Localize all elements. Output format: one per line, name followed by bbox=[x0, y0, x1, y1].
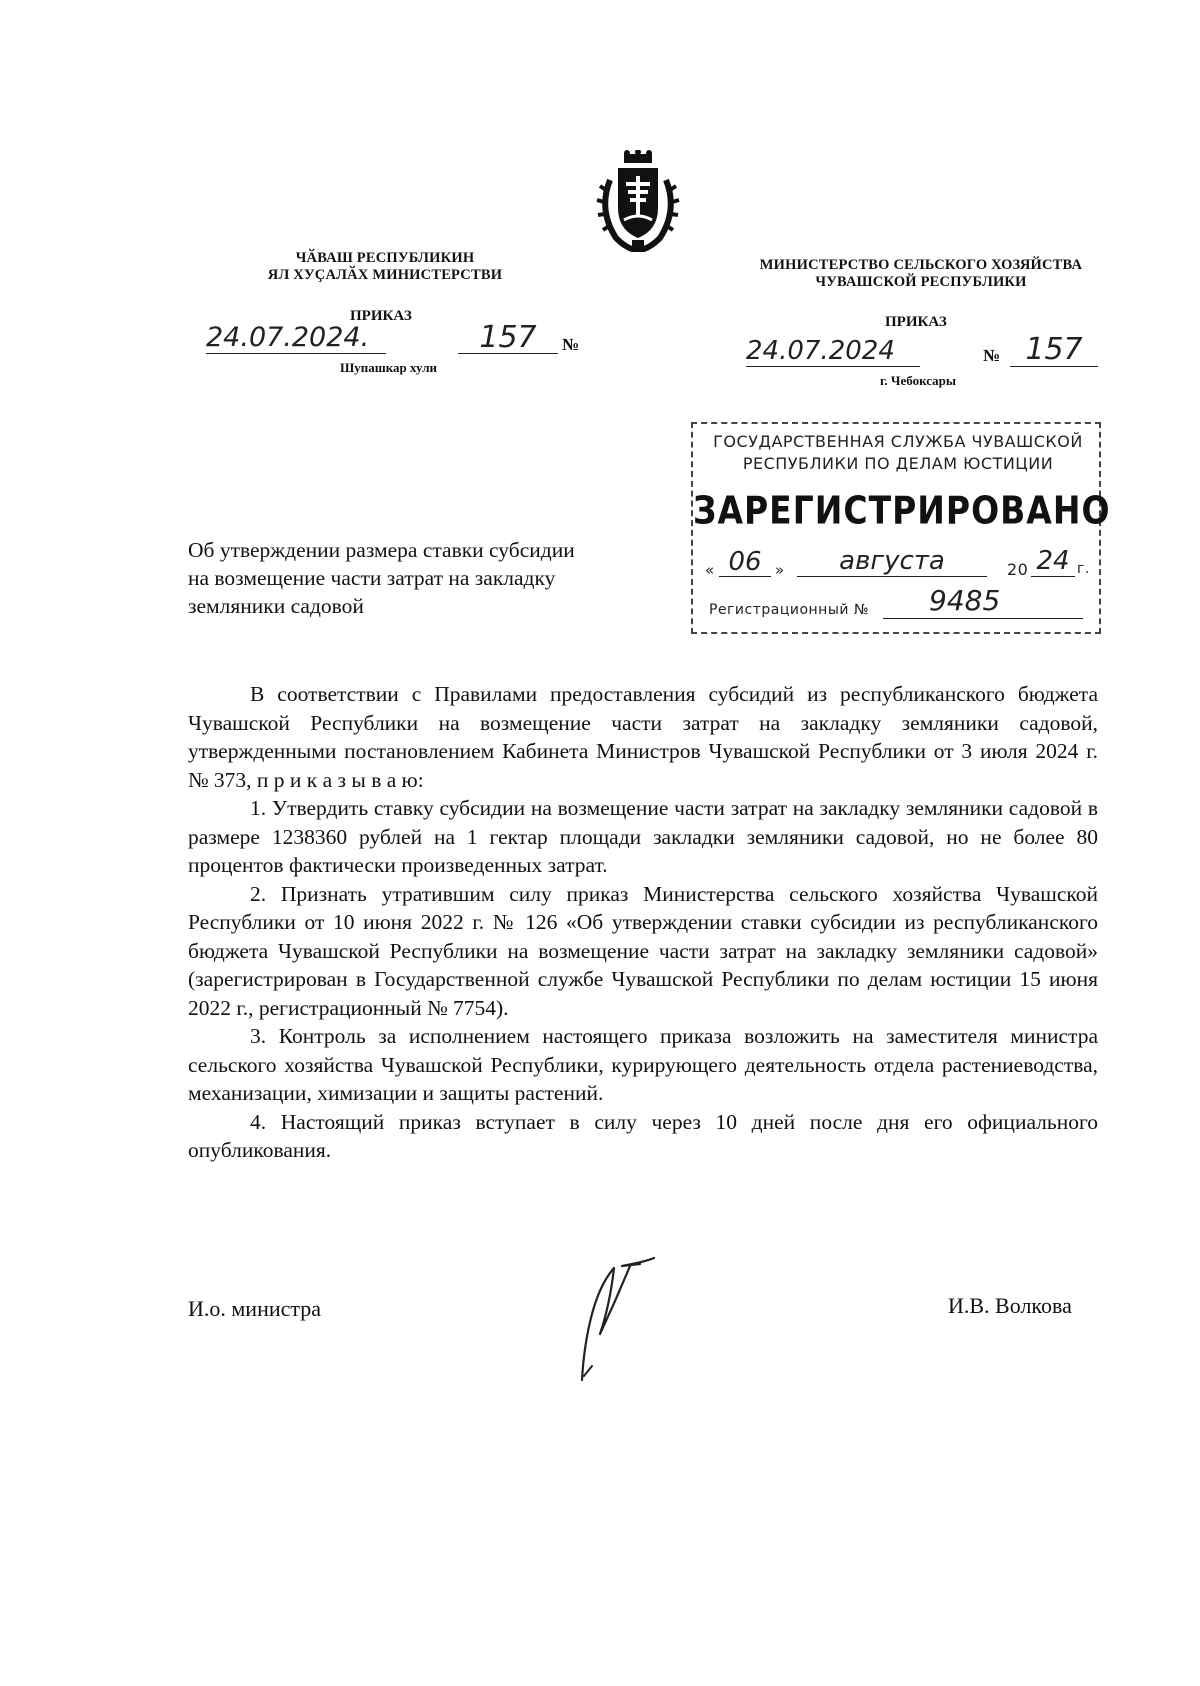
handwritten-signature bbox=[570, 1254, 680, 1386]
right-org-header bbox=[746, 257, 1096, 291]
stamp-line1: ГОСУДАРСТВЕННАЯ СЛУЖБА ЧУВАШСКОЙ bbox=[713, 432, 1083, 451]
stamp-status: ЗАРЕГИСТРИРОВАНО bbox=[693, 488, 1111, 533]
title-line2: на возмещение части затрат на закладку bbox=[188, 566, 556, 590]
stamp-line2: РЕСПУБЛИКИ ПО ДЕЛАМ ЮСТИЦИИ bbox=[742, 454, 1054, 473]
left-org-line2: ЯЛ ХУҪАЛӐХ МИНИСТЕРСТВИ bbox=[267, 267, 503, 283]
right-place: г. Чебоксары bbox=[880, 373, 957, 388]
registration-stamp bbox=[691, 422, 1111, 634]
right-number: 157 bbox=[1010, 334, 1098, 367]
stamp-year-suffix: 24 bbox=[1031, 546, 1075, 577]
stamp-year-unit: г. bbox=[1077, 561, 1090, 577]
body-item-4: 4. Настоящий приказ вступает в силу через 10 дней после дня его официального опубликования. bbox=[188, 1109, 1098, 1162]
body-item-1: 1. Утвердить ставку субсидии на возмещение части затрат на закладку земляники садовой в размере 1238360 рублей на 1 гектар площади закладки земляники садовой, но не более 80 процентов фактически произведенных затрат. bbox=[188, 796, 1098, 877]
left-place: Шупашкар хули bbox=[340, 360, 437, 375]
body-preamble: В соответствии с Правилами предоставления субсидий из республиканского бюджета Чувашской Республики на возмещение части затрат на закладку земляники садовой, утвержденными постановлением Кабинета Министров Чувашской Республики от 3 июля 2024 г. № 373, п р и к а з ы в а ю: bbox=[188, 682, 1098, 792]
stamp-reg-label: Регистрационный № bbox=[709, 602, 869, 618]
stamp-day: 06 bbox=[719, 548, 771, 577]
right-date: 24.07.2024 bbox=[746, 336, 920, 367]
document-title bbox=[188, 536, 648, 620]
left-number: 157 bbox=[458, 323, 558, 354]
left-org-line1: ЧӐВАШ РЕСПУБЛИКИН bbox=[295, 250, 475, 266]
body-item-3: 3. Контроль за исполнением настоящего приказа возложить на заместителя министра сельского хозяйства Чувашской Республики, курирующего деятельность отдела растениеводства, механизации, химизации и защиты растений. bbox=[188, 1024, 1098, 1105]
right-doc-type: ПРИКАЗ bbox=[885, 314, 947, 330]
right-org-line2: ЧУВАШСКОЙ РЕСПУБЛИКИ bbox=[815, 274, 1027, 290]
stamp-year-prefix: 20 bbox=[1007, 560, 1029, 579]
right-number-sign: № bbox=[983, 346, 1001, 365]
title-line1: Об утверждении размера ставки субсидии bbox=[188, 538, 575, 562]
signature-name: И.В. Волкова bbox=[948, 1293, 1072, 1318]
coat-of-arms-emblem bbox=[596, 150, 680, 252]
left-date: 24.07.2024. bbox=[206, 323, 386, 354]
title-line3: земляники садовой bbox=[188, 594, 364, 618]
document-body bbox=[188, 680, 1098, 1165]
body-item-2: 2. Признать утратившим силу приказ Министерства сельского хозяйства Чувашской Республики от 10 июня 2022 г. № 126 «Об утверждении ставки субсидии из республиканского бюджета Чувашской Республики на возмещение части затрат на закладку земляники садовой» (зарегистрирован в Государственной службе Чувашской Республики по делам юстиции 15 июня 2022 г., регистрационный № 7754). bbox=[188, 881, 1098, 1020]
left-number-sign: № bbox=[562, 335, 580, 354]
right-org-line1: МИНИСТЕРСТВО СЕЛЬСКОГО ХОЗЯЙСТВА bbox=[759, 257, 1083, 273]
stamp-quote-open: « bbox=[705, 561, 715, 579]
signature-position: И.о. министра bbox=[188, 1296, 322, 1321]
stamp-month: августа bbox=[797, 546, 987, 577]
stamp-reg-number: 9485 bbox=[883, 584, 1083, 619]
stamp-quote-close: » bbox=[775, 561, 785, 579]
left-doc-type: ПРИКАЗ bbox=[350, 308, 412, 324]
left-org-header bbox=[230, 250, 540, 284]
